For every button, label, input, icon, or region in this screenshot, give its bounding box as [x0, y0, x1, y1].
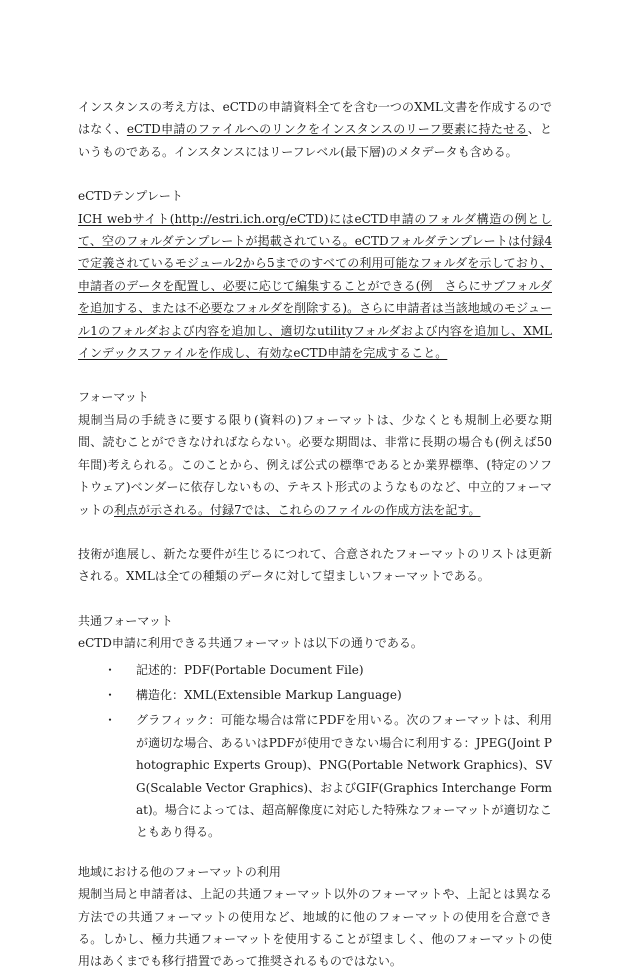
- list-item-text: 記述的：PDF(Portable Document File): [136, 662, 364, 677]
- spacer: [78, 364, 552, 386]
- list-item: [78, 684, 552, 706]
- format-underlined-text: 利点が示される。付録7では、これらのファイルの作成方法を記す。: [114, 502, 481, 517]
- spacer: [78, 163, 552, 185]
- list-item-text: グラフィック：可能な場合は常にPDFを用いる。次のフォーマットは、利用が適切な場合、あるいはPDFが使用できない場合に利用する：JPEG(Joint Photographic Experts Group)、PNG(Portable Network Graphics)、SVG(Scalable Vector Graphics)、およびGIF(Graphics Interchange Format)。場合によっては、超高解像度に対応した特殊なフォーマットが適切なこともあり得る。: [136, 713, 552, 840]
- spacer: [78, 847, 552, 861]
- list-item-text: 構造化：XML(Extensible Markup Language): [136, 687, 402, 702]
- template-heading: eCTDテンプレート: [78, 189, 183, 204]
- regional-heading: 地域における他のフォーマットの利用: [78, 864, 281, 879]
- instance-paragraph: [78, 96, 552, 163]
- list-item: [78, 709, 552, 843]
- document-page: [78, 96, 552, 973]
- spacer: [78, 588, 552, 610]
- spacer: [78, 521, 552, 543]
- bullet-icon: ・: [104, 662, 117, 677]
- format-list: [78, 659, 552, 844]
- bullet-icon: ・: [104, 687, 117, 702]
- format-text: 規制当局の手続きに要する限り(資料の)フォーマットは、少なくとも規制上必要な期間、読むことができなければならない。必要な期間は、非常に長期の場合も(例えば50年間)考えられる。このことから、例えば公式の標準であるとか業界標準、(特定のソフトウェア)ベンダーに依存しないもの、テキスト形式のようなものなど、中立的フォーマットの: [78, 412, 552, 517]
- instance-text-1: インスタンスの考え方は、eCTDの申請資料全てを含む一つのXML文書を作成するのではなく、: [78, 100, 552, 137]
- format-paragraph: [78, 409, 552, 521]
- common-heading: 共通フォーマット: [78, 613, 173, 628]
- common-intro: eCTD申請に利用できる共通フォーマットは以下の通りである。: [78, 636, 423, 651]
- tech-paragraph: 技術が進展し、新たな要件が生じるにつれて、合意されたフォーマットのリストは更新される。XMLは全ての種類のデータに対して望ましいフォーマットである。: [78, 546, 552, 584]
- format-heading: フォーマット: [78, 390, 149, 405]
- bullet-icon: ・: [104, 713, 117, 728]
- list-item: [78, 659, 552, 681]
- instance-text-2: 、というものである。インスタンスにはリーフレベル(最下層)のメタデータも含める。: [78, 122, 552, 159]
- instance-underlined-text: eCTD申請のファイルへのリンクをインスタンスのリーフ要素に持たせる: [126, 122, 528, 137]
- regional-paragraph: 規制当局と申請者は、上記の共通フォーマット以外のフォーマットや、上記とは異なる方法での共通フォーマットの使用など、地域的に他のフォーマットの使用を合意できる。しかし、極力共通フォーマットを使用することが望ましく、他のフォーマットの使用はあくまでも移行措置であって推奨されるものではない。: [78, 887, 552, 969]
- template-paragraph: ICH webサイト(http://estri.ich.org/eCTD)にはeCTD申請のフォルダ構造の例として、空のフォルダテンプレートが掲載されている。eCTDフォルダテンプレートは付録4で定義されているモジュール2から5までのすべての利用可能なフォルダを示しており、申請者のデータを配置し、必要に応じて編集することができる(例 さらにサブフォルダを追加する、または不必要なフォルダを削除する)。さらに申請者は当該地域のモジュール1のフォルダおよび内容を追加し、適切なutilityフォルダおよび内容を追加し、XMLインデックスファイルを作成し、有効なeCTD申請を完成すること。: [78, 211, 552, 361]
